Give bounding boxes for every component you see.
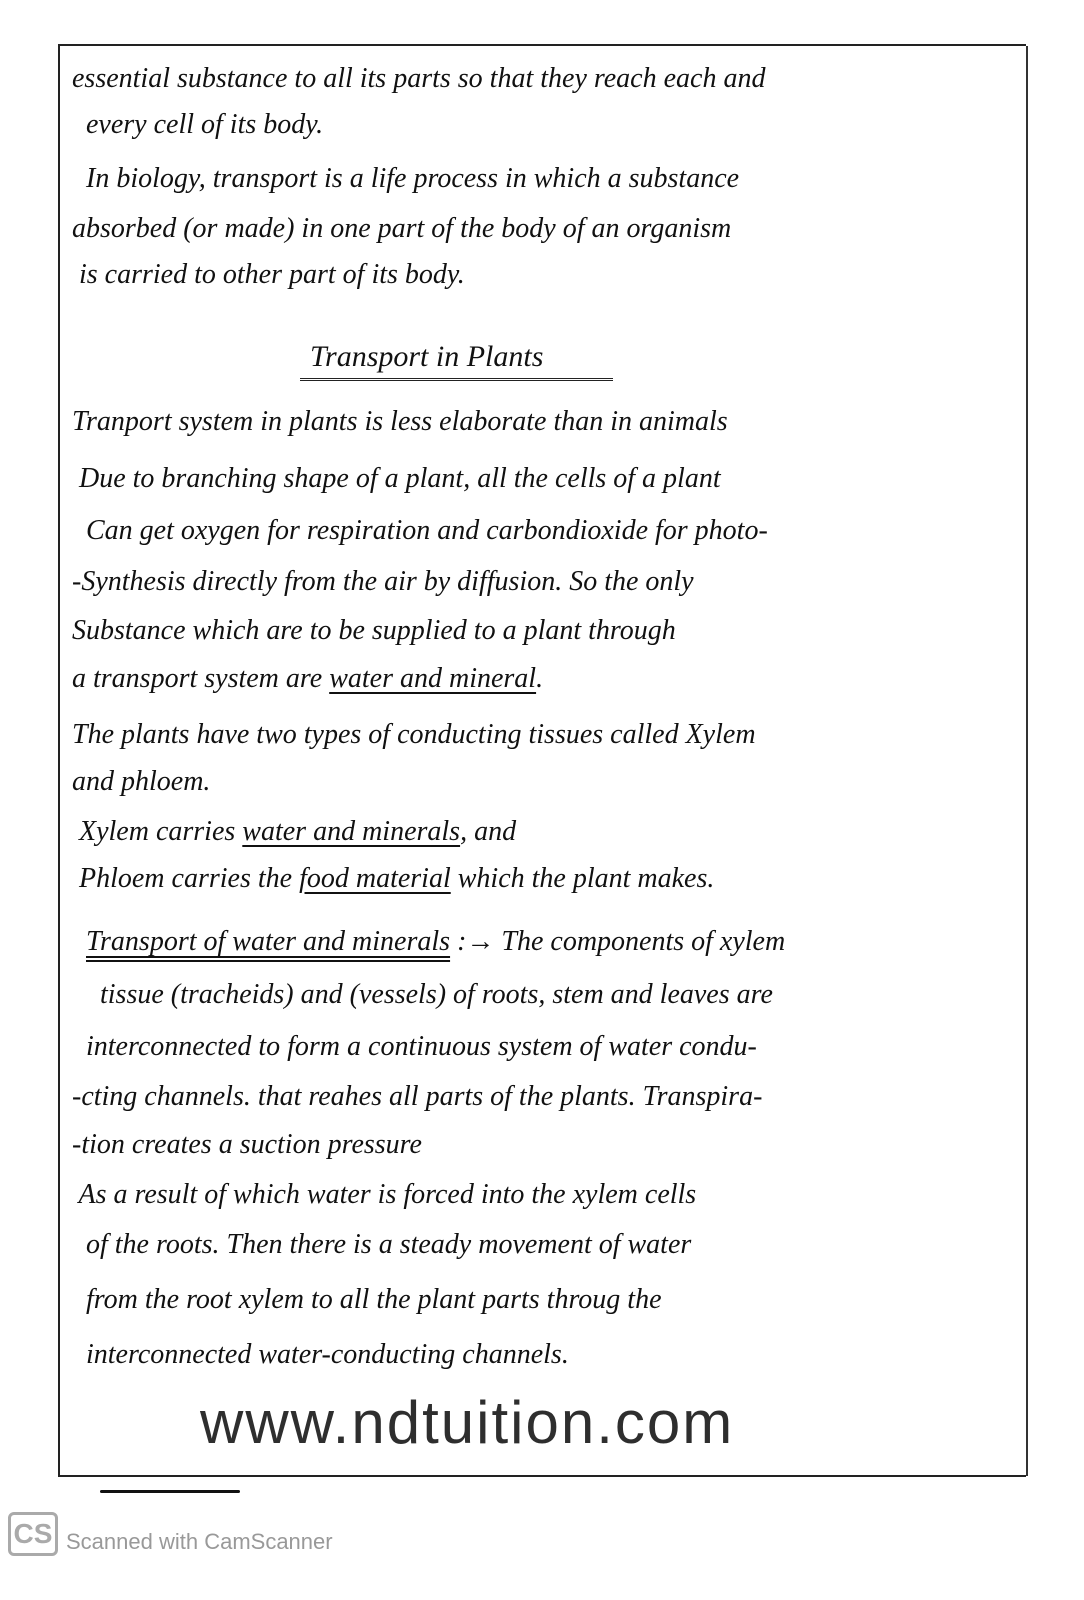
underlined-text: water and minerals bbox=[242, 816, 461, 847]
text-line bbox=[72, 462, 721, 496]
text-segment: essential substance to all its parts so that they reach each and bbox=[72, 63, 766, 94]
page-border-bottom bbox=[58, 1475, 1026, 1477]
text-segment: In biology, transport is a life process in which a substance bbox=[72, 163, 740, 194]
text-segment: Due to branching shape of a plant, all the cells of a plant bbox=[72, 463, 721, 494]
text-segment: Xylem carries bbox=[72, 816, 243, 847]
text-line bbox=[72, 212, 731, 246]
text-segment: which the plant makes. bbox=[450, 863, 715, 894]
text-segment: is carried to other part of its body. bbox=[72, 259, 465, 290]
text-line bbox=[72, 565, 694, 599]
text-segment: Phloem carries the bbox=[72, 863, 300, 894]
footnote-rule bbox=[100, 1490, 240, 1493]
text-line bbox=[72, 258, 465, 292]
text-segment: As a result of which water is forced into the xylem cells bbox=[72, 1179, 697, 1210]
text-segment: . bbox=[536, 663, 544, 694]
text-segment: The plants have two types of conducting tissues called Xylem bbox=[72, 719, 756, 750]
text-segment: Can get oxygen for respiration and carbondioxide for photo- bbox=[72, 515, 768, 546]
text-line bbox=[72, 1178, 696, 1212]
text-segment: -tion creates a suction pressure bbox=[72, 1129, 422, 1160]
camscanner-badge bbox=[8, 1512, 333, 1556]
text-line bbox=[72, 405, 728, 439]
text-segment: Tranport system in plants is less elaborate than in animals bbox=[72, 406, 728, 437]
text-segment: interconnected water-conducting channels. bbox=[72, 1339, 569, 1370]
text-line bbox=[72, 1228, 691, 1262]
text-segment: from the root xylem to all the plant parts throug the bbox=[72, 1284, 662, 1315]
text-segment: of the roots. Then there is a steady movement of water bbox=[72, 1229, 692, 1260]
text-segment: :→ The components of xylem bbox=[450, 926, 786, 957]
text-segment: Substance which are to be supplied to a plant through bbox=[72, 615, 676, 646]
text-segment bbox=[72, 926, 86, 957]
text-line bbox=[72, 614, 676, 648]
watermark: www.ndtuition.com bbox=[200, 1389, 735, 1456]
text-line bbox=[72, 1128, 422, 1162]
text-line bbox=[72, 718, 756, 752]
text-segment: and phloem. bbox=[72, 766, 211, 797]
text-line bbox=[72, 862, 714, 896]
text-segment: interconnected to form a continuous system of water condu- bbox=[72, 1031, 757, 1062]
text-line bbox=[72, 815, 516, 849]
subheading: Transport of water and minerals bbox=[86, 926, 451, 957]
text-line bbox=[72, 108, 323, 142]
text-line bbox=[72, 1080, 762, 1114]
text-line bbox=[72, 1338, 569, 1372]
section-title: Transport in Plants bbox=[300, 338, 613, 381]
camscanner-text: Scanned with CamScanner bbox=[66, 1529, 333, 1554]
text-segment: every cell of its body. bbox=[72, 109, 324, 140]
text-line bbox=[72, 765, 210, 799]
text-line bbox=[72, 1030, 757, 1064]
text-segment: tissue (tracheids) and (vessels) of roots, stem and leaves are bbox=[72, 979, 773, 1010]
underlined-text: water and mineral bbox=[329, 663, 537, 694]
text-line bbox=[72, 978, 773, 1012]
camscanner-logo-icon: CS bbox=[8, 1512, 58, 1556]
text-line bbox=[72, 662, 543, 696]
text-line bbox=[72, 514, 768, 548]
text-segment: , and bbox=[460, 816, 517, 847]
text-segment: -Synthesis directly from the air by diffusion. So the only bbox=[72, 566, 694, 597]
text-segment: -cting channels. that reahes all parts of the plants. Transpira- bbox=[72, 1081, 763, 1112]
text-line bbox=[72, 162, 739, 196]
text-segment: absorbed (or made) in one part of the body of an organism bbox=[72, 213, 732, 244]
underlined-text: food material bbox=[299, 863, 451, 894]
text-line bbox=[72, 925, 785, 959]
text-line bbox=[72, 62, 765, 96]
text-segment: a transport system are bbox=[72, 663, 330, 694]
text-line bbox=[72, 1283, 662, 1317]
